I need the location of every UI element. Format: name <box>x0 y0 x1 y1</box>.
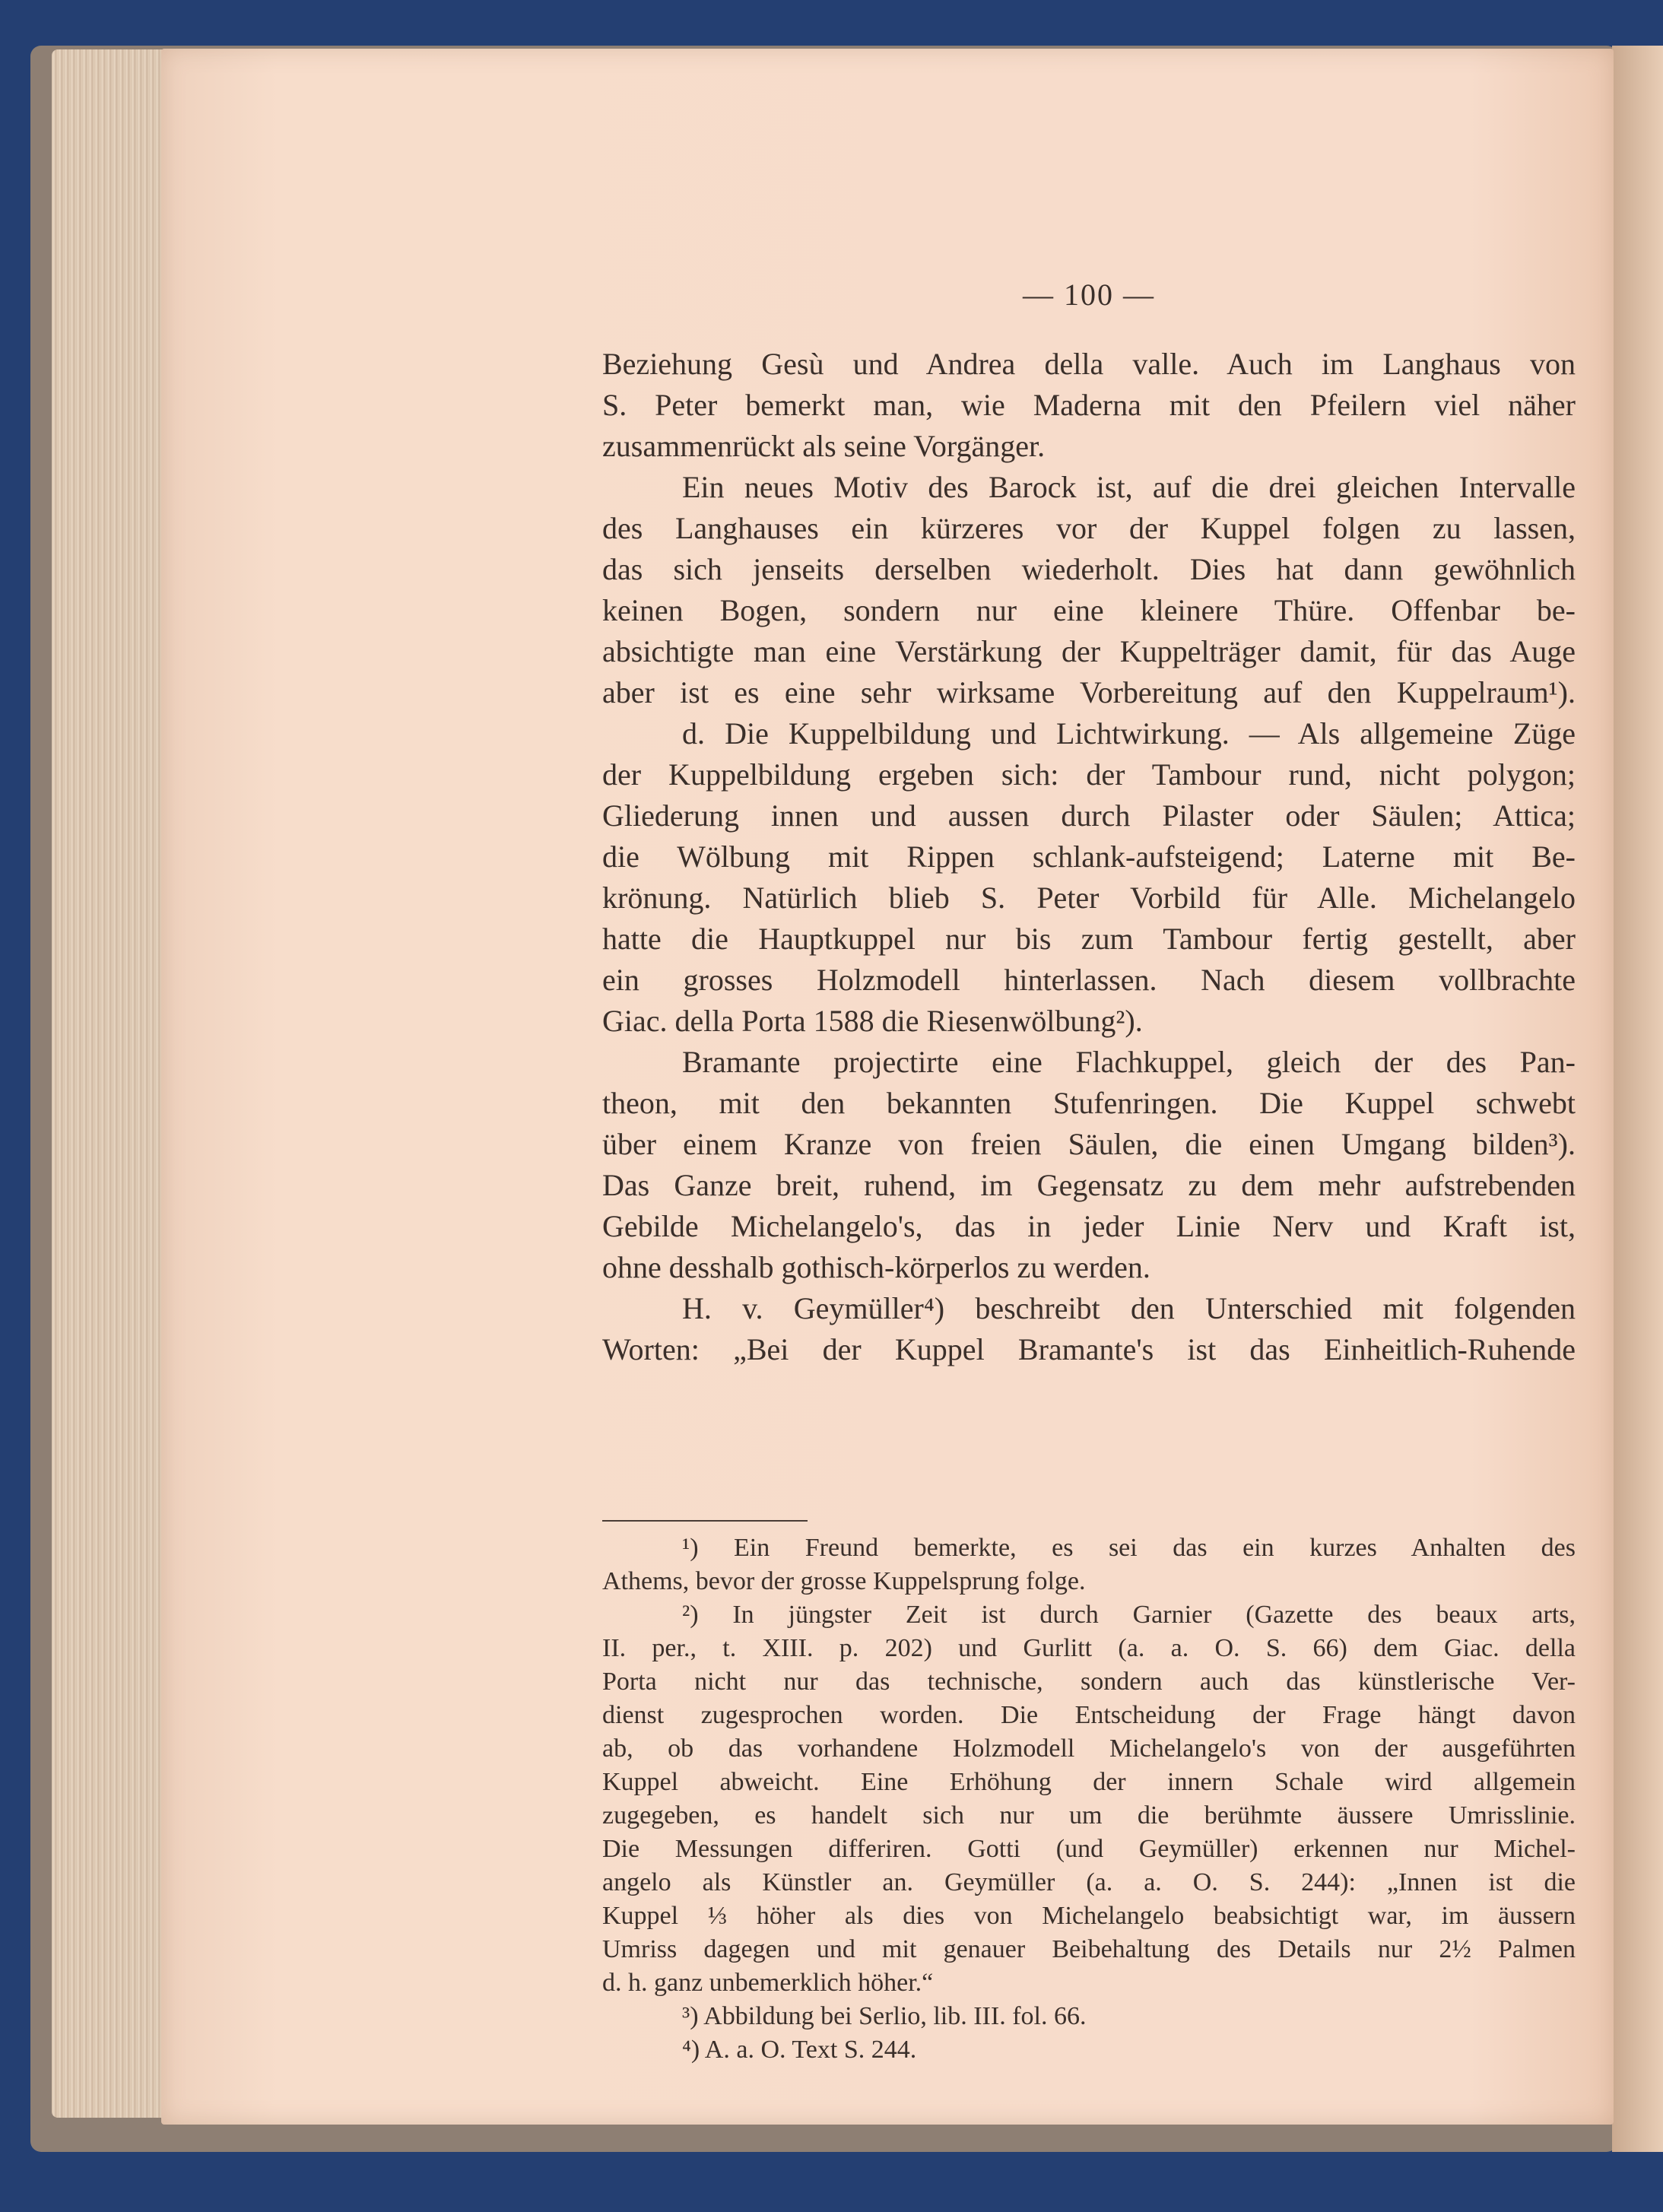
text-line: Beziehung Gesù und Andrea della valle. Auch im Langhaus von <box>602 347 1576 381</box>
footnote-line: Die Messungen differiren. Gotti (und Geymüller) erkennen nur Michel- <box>602 1835 1576 1863</box>
text-line: d. Die Kuppelbildung und Lichtwirkung. — Als allgemeine Züge <box>682 716 1576 751</box>
book-page <box>161 49 1614 2125</box>
text-line: das sich jenseits derselben wiederholt. Dies hat dann gewöhnlich <box>602 552 1576 586</box>
text-line: ein grosses Holzmodell hinterlassen. Nach diesem vollbrachte <box>602 963 1576 997</box>
footnote-line: Athems, bevor der grosse Kuppelsprung folge. <box>602 1567 1086 1595</box>
footnote-line: Umriss dagegen und mit genauer Beibehaltung des Details nur 2½ Palmen <box>602 1935 1576 1963</box>
text-line: Gliederung innen und aussen durch Pilaster oder Säulen; Attica; <box>602 798 1576 833</box>
body-text <box>602 344 1576 1370</box>
text-line: theon, mit den bekannten Stufenringen. Die Kuppel schwebt <box>602 1086 1576 1120</box>
next-page-edge <box>1612 46 1663 2152</box>
footnote-line: ²) In jüngster Zeit ist durch Garnier (Gazette des beaux arts, <box>682 1601 1576 1629</box>
footnotes <box>602 1531 1576 2067</box>
footnote-line: II. per., t. XIII. p. 202) und Gurlitt (a. a. O. S. 66) dem Giac. della <box>602 1634 1576 1662</box>
footnote-line: ⁴) A. a. O. Text S. 244. <box>682 2036 917 2064</box>
text-line: Worten: „Bei der Kuppel Bramante's ist das Einheitlich-Ruhende <box>602 1332 1576 1366</box>
footnote-line: Porta nicht nur das technische, sondern auch das künstlerische Ver- <box>602 1668 1576 1696</box>
page-edges <box>52 49 177 2118</box>
text-line: hatte die Hauptkuppel nur bis zum Tambour fertig gestellt, aber <box>602 922 1576 956</box>
footnote-line: angelo als Künstler an. Geymüller (a. a. O. S. 244): „Innen ist die <box>602 1868 1576 1896</box>
text-line: aber ist es eine sehr wirksame Vorbereitung auf den Kuppelraum¹). <box>602 675 1576 709</box>
text-line: des Langhauses ein kürzeres vor der Kuppel folgen zu lassen, <box>602 511 1576 545</box>
text-line: ohne desshalb gothisch-körperlos zu werden. <box>602 1250 1150 1284</box>
footnote-line: dienst zugesprochen worden. Die Entscheidung der Frage hängt davon <box>602 1701 1576 1729</box>
text-line: der Kuppelbildung ergeben sich: der Tambour rund, nicht polygon; <box>602 757 1576 792</box>
text-line: Das Ganze breit, ruhend, im Gegensatz zu dem mehr aufstrebenden <box>602 1168 1576 1202</box>
text-line: krönung. Natürlich blieb S. Peter Vorbild für Alle. Michelangelo <box>602 881 1576 915</box>
footnote-line: ¹) Ein Freund bemerkte, es sei das ein kurzes Anhalten des <box>682 1534 1576 1562</box>
page-number: — 100 — <box>1023 278 1155 312</box>
text-line: Gebilde Michelangelo's, das in jeder Linie Nerv und Kraft ist, <box>602 1209 1576 1243</box>
footnote-rule <box>602 1520 808 1522</box>
text-line: H. v. Geymüller⁴) beschreibt den Unterschied mit folgenden <box>682 1291 1576 1325</box>
text-line: Bramante projectirte eine Flachkuppel, gleich der des Pan- <box>682 1045 1576 1079</box>
footnote-line: Kuppel abweicht. Eine Erhöhung der innern Schale wird allgemein <box>602 1768 1576 1796</box>
footnote-line: zugegeben, es handelt sich nur um die berühmte äussere Umrisslinie. <box>602 1801 1576 1830</box>
text-line: über einem Kranze von freien Säulen, die einen Umgang bilden³). <box>602 1127 1576 1161</box>
text-line: die Wölbung mit Rippen schlank-aufsteigend; Laterne mit Be- <box>602 839 1576 874</box>
text-line: keinen Bogen, sondern nur eine kleinere Thüre. Offenbar be- <box>602 593 1576 627</box>
text-line: Giac. della Porta 1588 die Riesenwölbung²). <box>602 1004 1143 1038</box>
footnote-line: d. h. ganz unbemerklich höher.“ <box>602 1969 934 1997</box>
text-line: absichtigte man eine Verstärkung der Kuppelträger damit, für das Auge <box>602 634 1576 668</box>
footnote-line: ab, ob das vorhandene Holzmodell Michelangelo's von der ausgeführten <box>602 1734 1576 1763</box>
text-line: zusammenrückt als seine Vorgänger. <box>602 429 1046 463</box>
text-line: Ein neues Motiv des Barock ist, auf die drei gleichen Intervalle <box>682 470 1576 504</box>
footnote-line: Kuppel ⅓ höher als dies von Michelangelo beabsichtigt war, im äussern <box>602 1902 1576 1930</box>
text-line: S. Peter bemerkt man, wie Maderna mit den Pfeilern viel näher <box>602 388 1576 422</box>
footnote-line: ³) Abbildung bei Serlio, lib. III. fol. 66. <box>682 2002 1087 2030</box>
